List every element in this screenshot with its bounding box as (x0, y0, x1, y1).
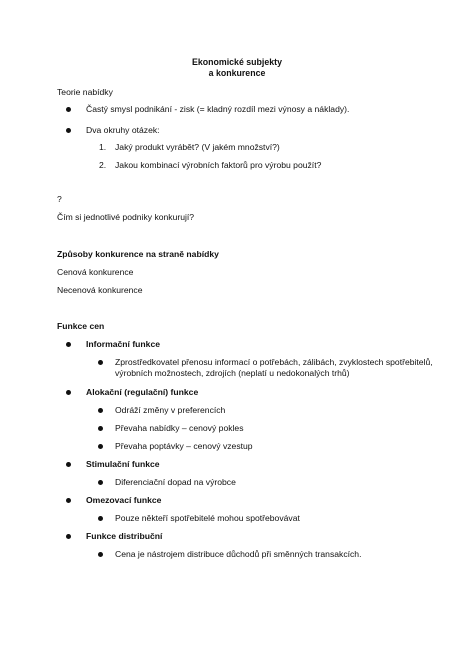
numbered-item-text: Jaký produkt vyrábět? (V jakém množství?) (115, 142, 280, 152)
section-heading-teorie-nabidky: Teorie nabídky (57, 87, 113, 97)
bullet-icon (66, 498, 71, 503)
bullet-icon (66, 534, 71, 539)
section-heading-funkce-cen: Funkce cen (57, 321, 105, 331)
sub-bullet-icon (98, 480, 103, 485)
function-name: Alokační (regulační) funkce (86, 387, 199, 397)
bullet-icon (66, 342, 71, 347)
function-name: Omezovací funkce (86, 495, 162, 505)
function-detail: Cena je nástrojem distribuce důchodů při směnných transakcích. (115, 549, 362, 559)
function-detail: výrobních možnostech, zdrojích (neplatí u nedokonalých trhů) (115, 368, 350, 378)
sub-bullet-icon (98, 444, 103, 449)
bullet-text: Častý smysl podnikání - zisk (= kladný rozdíl mezi výnosy a náklady). (86, 104, 350, 114)
bullet-icon (66, 462, 71, 467)
bullet-icon (66, 107, 71, 112)
function-detail: Odráží změny v preferencích (115, 405, 226, 415)
bullet-text: Dva okruhy otázek: (86, 125, 160, 135)
function-name: Stimulační funkce (86, 459, 160, 469)
document-title-line2: a konkurence (208, 68, 266, 78)
question-mark: ? (57, 194, 62, 204)
list-number: 2. (99, 160, 107, 170)
paragraph-text: Cenová konkurence (57, 267, 134, 277)
section-heading-zpusoby-konkurence: Způsoby konkurence na straně nabídky (57, 249, 219, 259)
bullet-icon (66, 390, 71, 395)
sub-bullet-icon (98, 408, 103, 413)
sub-bullet-icon (98, 552, 103, 557)
function-name: Informační funkce (86, 339, 161, 349)
paragraph-text: Necenová konkurence (57, 285, 143, 295)
function-name: Funkce distribuční (86, 531, 163, 541)
function-detail: Diferenciační dopad na výrobce (115, 477, 236, 487)
function-detail: Pouze někteří spotřebitelé mohou spotřebovávat (115, 513, 300, 523)
numbered-item-text: Jakou kombinací výrobních faktorů pro výrobu použít? (115, 160, 322, 170)
function-detail: Převaha poptávky – cenový vzestup (115, 441, 253, 451)
function-detail: Zprostředkovatel přenosu informací o potřebách, zálibách, zvyklostech spotřebitelů, (115, 357, 433, 367)
list-number: 1. (99, 142, 107, 152)
question-text: Čím si jednotlivé podniky konkurují? (57, 212, 195, 222)
sub-bullet-icon (98, 360, 103, 365)
bullet-icon (66, 128, 71, 133)
document-title-line1: Ekonomické subjekty (192, 57, 282, 67)
function-detail: Převaha nabídky – cenový pokles (115, 423, 244, 433)
sub-bullet-icon (98, 426, 103, 431)
sub-bullet-icon (98, 516, 103, 521)
